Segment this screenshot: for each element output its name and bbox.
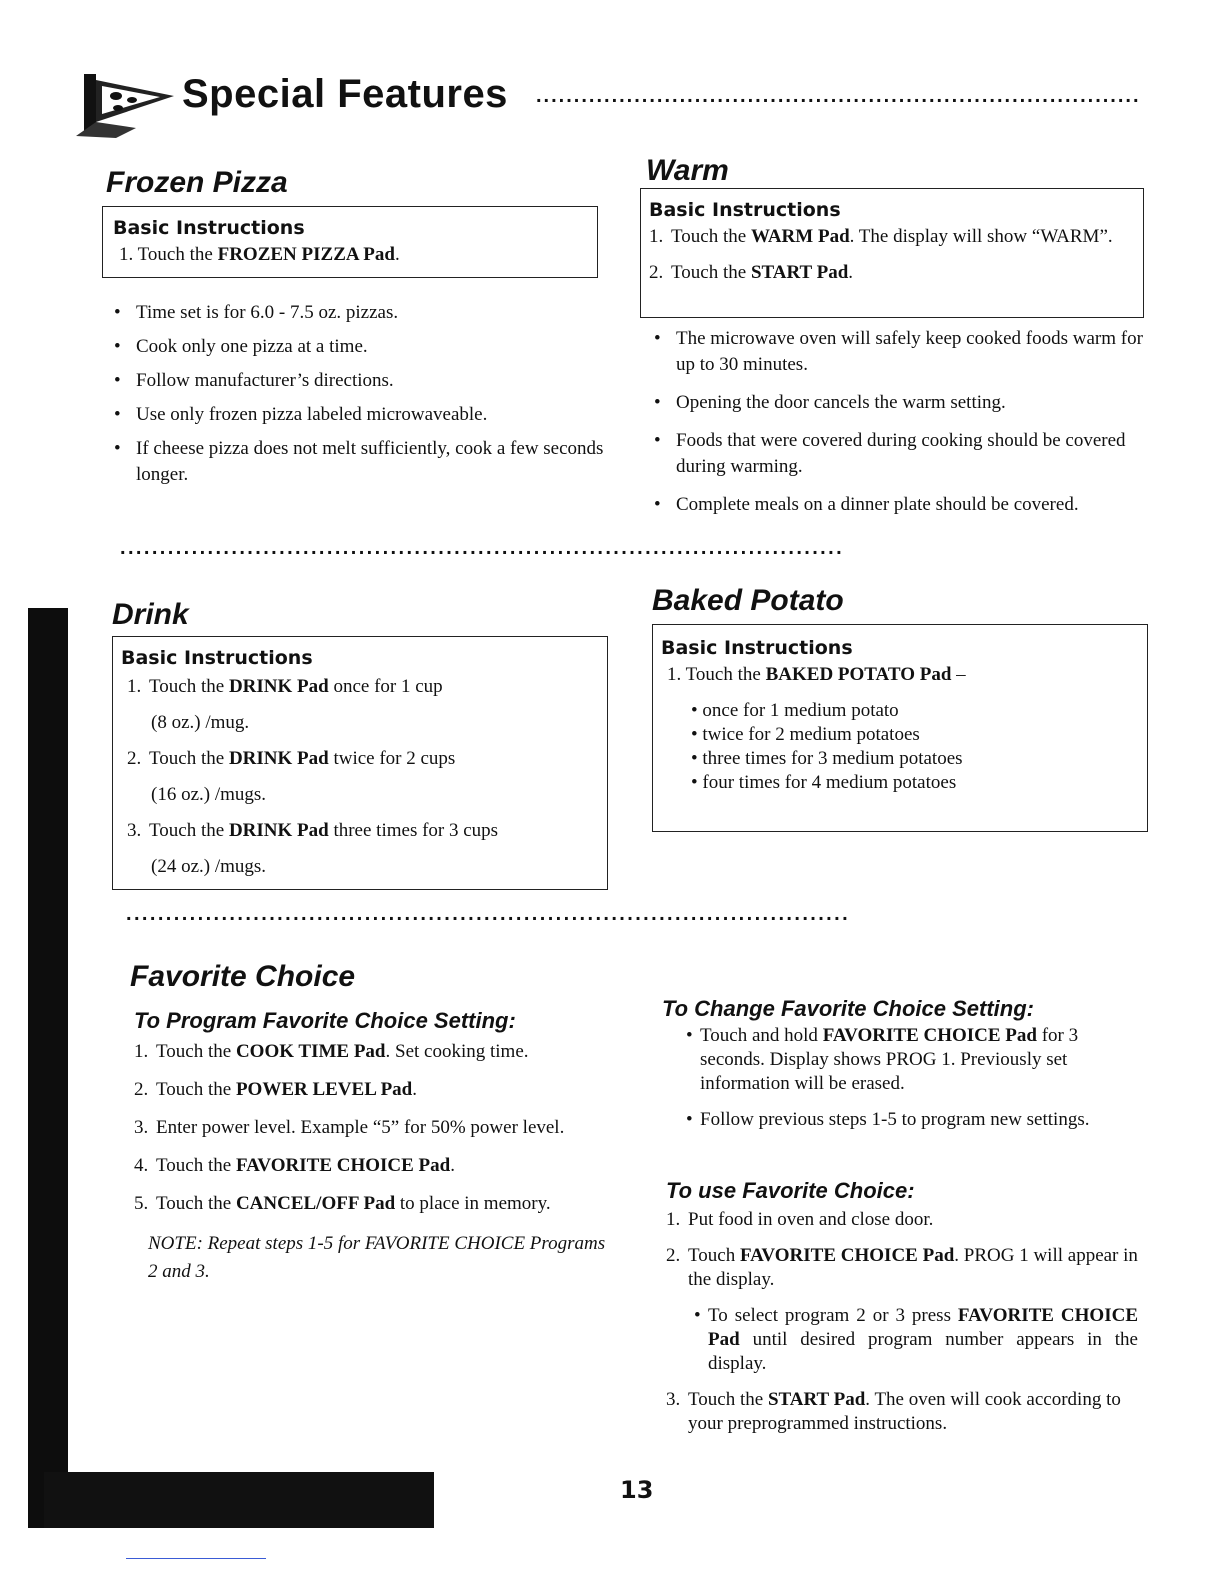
list-item: • twice for 2 medium potatoes <box>691 724 920 745</box>
change-bullet-1: • Touch and hold FAVORITE CHOICE Pad for 3 seconds. Display shows PROG 1. Previously set information will be erased. <box>686 1025 1079 1094</box>
warm-instructions-box <box>640 188 1144 318</box>
list-item: • four times for 4 medium potatoes <box>691 772 957 793</box>
warm-box-heading: Basic Instructions <box>649 199 841 221</box>
page-number: 13 <box>620 1476 654 1504</box>
list-item: • Complete meals on a dinner plate should be covered. <box>652 492 1144 518</box>
use-favorite-heading: To use Favorite Choice: <box>666 1178 915 1203</box>
frozen-pizza-step-1: 1. Touch the FROZEN PIZZA Pad. <box>119 244 400 265</box>
program-favorite-section <box>134 1008 618 1286</box>
list-item: • Cook only one pizza at a time. <box>112 334 604 360</box>
drink-box-heading: Basic Instructions <box>121 647 313 669</box>
section-divider: ........................................................................................... <box>126 904 851 924</box>
use-step-1: 1. Put food in oven and close door. <box>666 1209 934 1230</box>
favorite-choice-title: Favorite Choice <box>130 960 356 993</box>
list-item: • Opening the door cancels the warm setting. <box>652 390 1144 416</box>
baked-potato-instructions-box <box>652 624 1148 832</box>
list-item: • once for 1 medium potato <box>691 700 899 721</box>
baked-potato-title: Baked Potato <box>652 584 844 617</box>
change-favorite-section <box>662 996 1138 1132</box>
header-dot-leader: ................................................................................ <box>536 85 1141 107</box>
drink-instructions-box <box>112 636 608 890</box>
frozen-pizza-tips <box>112 300 604 496</box>
program-note: NOTE: Repeat steps 1-5 for FAVORITE CHOICE Programs 2 and 3. <box>148 1233 606 1282</box>
use-step-2: 2. Touch FAVORITE CHOICE Pad. PROG 1 will appear in the display. <box>666 1245 1138 1290</box>
warm-title: Warm <box>646 154 729 187</box>
change-bullet-2: • Follow previous steps 1-5 to program new settings. <box>686 1109 1090 1130</box>
list-item: • Time set is for 6.0 - 7.5 oz. pizzas. <box>112 300 604 326</box>
baked-potato-step-1: 1. Touch the BAKED POTATO Pad – <box>667 664 966 685</box>
change-favorite-heading: To Change Favorite Choice Setting: <box>662 996 1034 1021</box>
frozen-pizza-title: Frozen Pizza <box>106 166 288 199</box>
use-step-2-sub: • To select program 2 or 3 press FAVORITE CHOICE Pad until desired program number appears in the display. <box>694 1305 1138 1374</box>
frozen-pizza-instructions-box <box>102 206 598 278</box>
drink-step-2: 2. Touch the DRINK Pad twice for 2 cups <box>127 748 456 769</box>
program-step-2: 2. Touch the POWER LEVEL Pad. <box>134 1079 418 1100</box>
drink-step-1: 1. Touch the DRINK Pad once for 1 cup <box>127 676 443 697</box>
pizza-logo-icon <box>76 66 180 138</box>
program-favorite-heading: To Program Favorite Choice Setting: <box>134 1008 516 1033</box>
list-item: • three times for 3 medium potatoes <box>691 748 963 769</box>
program-step-4: 4. Touch the FAVORITE CHOICE Pad. <box>134 1155 455 1176</box>
drink-step-3: 3. Touch the DRINK Pad three times for 3 cups <box>127 820 499 841</box>
program-step-3: 3. Enter power level. Example “5” for 50% power level. <box>134 1117 565 1138</box>
use-favorite-section <box>666 1178 1138 1436</box>
use-step-3: 3. Touch the START Pad. The oven will cook according to your preprogrammed instructions. <box>666 1389 1121 1434</box>
baked-potato-box-heading: Basic Instructions <box>661 637 853 659</box>
frozen-pizza-box-heading: Basic Instructions <box>113 217 305 239</box>
warm-step-1: 1. Touch the WARM Pad. The display will show “WARM”. <box>649 226 1113 247</box>
page-title: Special Features <box>182 72 508 116</box>
program-step-5: 5. Touch the CANCEL/OFF Pad to place in memory. <box>134 1193 551 1214</box>
program-step-1: 1. Touch the COOK TIME Pad. Set cooking time. <box>134 1041 529 1062</box>
list-item: • Foods that were covered during cooking should be covered during warming. <box>652 428 1144 480</box>
drink-title: Drink <box>112 598 189 631</box>
list-item: • Follow manufacturer’s directions. <box>112 368 604 394</box>
warm-step-2: 2. Touch the START Pad. <box>649 262 854 283</box>
page-edge-bar <box>28 608 68 1528</box>
section-divider: ........................................................................................... <box>120 538 845 558</box>
bottom-rule <box>126 1558 266 1559</box>
list-item: • If cheese pizza does not melt sufficiently, cook a few seconds longer. <box>112 436 604 488</box>
warm-tips <box>652 326 1144 526</box>
drink-step-1-detail: (8 oz.) /mug. <box>151 712 250 733</box>
footer-bar <box>44 1472 434 1528</box>
list-item: • Use only frozen pizza labeled microwaveable. <box>112 402 604 428</box>
drink-step-2-detail: (16 oz.) /mugs. <box>151 784 267 805</box>
list-item: • The microwave oven will safely keep cooked foods warm for up to 30 minutes. <box>652 326 1144 378</box>
drink-step-3-detail: (24 oz.) /mugs. <box>151 856 267 877</box>
